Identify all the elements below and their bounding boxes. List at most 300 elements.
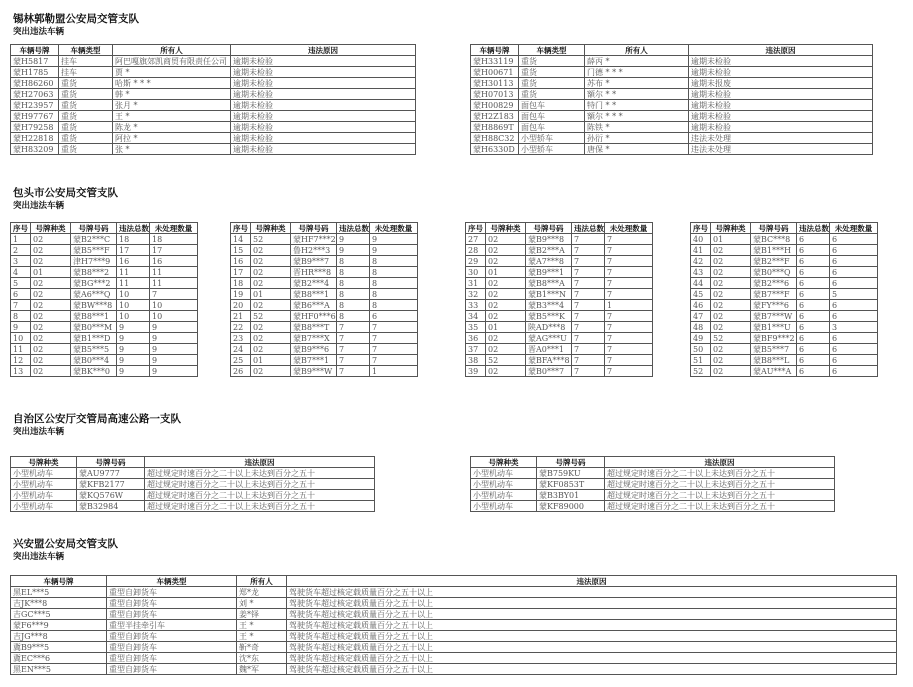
- section-subtitle: 突出违法车辆: [13, 27, 65, 37]
- table-cell: 超过规定时速百分之二十以上未达到百分之五十: [145, 490, 375, 501]
- table-cell: 蒙B2***F: [751, 256, 797, 267]
- table-cell: 11: [117, 267, 150, 278]
- table-row: [231, 289, 418, 300]
- table-cell: 逾期未检验: [231, 56, 416, 67]
- table-cell: 6: [830, 355, 878, 366]
- table-cell: 6: [830, 311, 878, 322]
- table-header-row: [471, 45, 873, 56]
- column-header: 序号: [691, 223, 711, 234]
- table-cell: 蒙B8***L: [751, 355, 797, 366]
- table-cell: 驾驶货车超过核定载质量百分之五十以上: [287, 609, 897, 620]
- highway-violations-table-left: [10, 456, 375, 512]
- table-cell: 逾期未检验: [231, 122, 416, 133]
- table-cell: 蒙B7***1: [291, 355, 337, 366]
- section-title: 锡林郭勒盟公安局交管支队: [13, 13, 139, 25]
- table-header-row: [691, 223, 878, 234]
- table-cell: 51: [691, 355, 711, 366]
- table-cell: 重型自卸货车: [107, 598, 237, 609]
- table-cell: 02: [31, 289, 71, 300]
- table-cell: 8: [337, 267, 370, 278]
- table-cell: 蒙B7***W: [751, 311, 797, 322]
- table-cell: 31: [466, 278, 486, 289]
- table-cell: 32: [466, 289, 486, 300]
- table-cell: 7: [605, 366, 653, 377]
- table-cell: 蒙FY***6: [751, 300, 797, 311]
- table-row: [231, 355, 418, 366]
- table-cell: 蒙H83209: [11, 144, 59, 155]
- table-header-row: [11, 576, 897, 587]
- table-cell: 重货: [59, 100, 113, 111]
- table-cell: 小型机动车: [471, 490, 537, 501]
- table-cell: 9: [11, 322, 31, 333]
- table-cell: 王 *: [237, 631, 287, 642]
- table-cell: 6: [797, 289, 830, 300]
- table-cell: 6: [797, 322, 830, 333]
- table-row: [466, 267, 653, 278]
- table-cell: 逾期未检验: [231, 78, 416, 89]
- table-cell: 02: [251, 344, 291, 355]
- table-cell: 02: [486, 300, 526, 311]
- table-cell: 13: [11, 366, 31, 377]
- table-row: [471, 111, 873, 122]
- column-header: 违法总数: [572, 223, 605, 234]
- table-cell: 02: [711, 267, 751, 278]
- table-cell: 50: [691, 344, 711, 355]
- table-cell: 陕AD***8: [526, 322, 572, 333]
- table-cell: 蒙H86260: [11, 78, 59, 89]
- table-cell: 蒙B9***W: [291, 366, 337, 377]
- table-cell: 2: [11, 245, 31, 256]
- table-cell: 蒙B5***7: [751, 344, 797, 355]
- table-cell: 7: [370, 322, 418, 333]
- table-cell: 蒙B2***4: [291, 278, 337, 289]
- table-cell: 逾期未检验: [689, 122, 873, 133]
- table-row: [466, 355, 653, 366]
- table-cell: 重型自卸货车: [107, 642, 237, 653]
- table-cell: 9: [117, 344, 150, 355]
- table-cell: 9: [150, 322, 198, 333]
- table-row: [466, 311, 653, 322]
- table-cell: 01: [31, 267, 71, 278]
- column-header: 号牌种类: [251, 223, 291, 234]
- table-cell: 重型自卸货车: [107, 587, 237, 598]
- table-cell: 15: [231, 245, 251, 256]
- table-cell: 7: [572, 322, 605, 333]
- table-cell: 面包车: [519, 111, 585, 122]
- table-cell: 蒙B0***M: [71, 322, 117, 333]
- table-cell: 王 *: [113, 111, 231, 122]
- table-cell: 蒙H5817: [11, 56, 59, 67]
- table-row: [11, 100, 416, 111]
- table-cell: 韩 *: [113, 89, 231, 100]
- table-cell: 9: [117, 333, 150, 344]
- table-cell: 蒙B5***F: [71, 245, 117, 256]
- table-cell: 01: [251, 355, 291, 366]
- table-cell: 蒙B9***1: [526, 267, 572, 278]
- table-row: [11, 311, 198, 322]
- column-header: 号牌种类: [471, 457, 537, 468]
- section-header-xinganmeng: [13, 538, 118, 562]
- table-row: [471, 479, 835, 490]
- table-row: [231, 267, 418, 278]
- table-cell: 超过规定时速百分之二十以上未达到百分之五十: [145, 468, 375, 479]
- table-cell: 6: [830, 256, 878, 267]
- table-cell: 02: [711, 289, 751, 300]
- table-row: [466, 234, 653, 245]
- table-cell: 18: [150, 234, 198, 245]
- table-cell: 5: [11, 278, 31, 289]
- table-cell: 蒙HF0***6: [291, 311, 337, 322]
- table-row: [11, 144, 416, 155]
- table-cell: 9: [150, 333, 198, 344]
- table-cell: 6: [830, 300, 878, 311]
- table-cell: 6: [830, 234, 878, 245]
- table-row: [691, 278, 878, 289]
- table-cell: 02: [486, 256, 526, 267]
- table-row: [471, 133, 873, 144]
- table-cell: 7: [572, 245, 605, 256]
- column-header: 未处理数量: [830, 223, 878, 234]
- table-cell: 蒙H23957: [11, 100, 59, 111]
- table-cell: 1: [605, 300, 653, 311]
- table-cell: 8: [370, 300, 418, 311]
- table-cell: 21: [231, 311, 251, 322]
- table-cell: 02: [711, 245, 751, 256]
- table-cell: 26: [231, 366, 251, 377]
- table-cell: 6: [797, 344, 830, 355]
- table-cell: 蒙B2***6: [751, 278, 797, 289]
- table-row: [11, 479, 375, 490]
- table-cell: 蒙KF0853T: [537, 479, 605, 490]
- table-row: [691, 234, 878, 245]
- table-cell: 逾期未检验: [231, 100, 416, 111]
- table-cell: 7: [337, 366, 370, 377]
- table-cell: 10: [11, 333, 31, 344]
- table-cell: 46: [691, 300, 711, 311]
- table-cell: 02: [251, 245, 291, 256]
- table-row: [691, 256, 878, 267]
- table-cell: 22: [231, 322, 251, 333]
- table-cell: 7: [572, 289, 605, 300]
- table-cell: 蒙BFA***8: [526, 355, 572, 366]
- table-cell: 7: [572, 267, 605, 278]
- table-cell: 蒙B1***H: [751, 245, 797, 256]
- table-cell: 5: [830, 289, 878, 300]
- baotou-violations-table-3: [465, 222, 653, 377]
- table-cell: 7: [337, 355, 370, 366]
- table-row: [11, 122, 416, 133]
- table-row: [691, 245, 878, 256]
- table-cell: 面包车: [519, 100, 585, 111]
- table-cell: 张 *: [113, 144, 231, 155]
- table-cell: 16: [117, 256, 150, 267]
- table-cell: 02: [31, 311, 71, 322]
- table-cell: 02: [251, 300, 291, 311]
- table-cell: 重货: [59, 122, 113, 133]
- table-header-row: [466, 223, 653, 234]
- table-cell: 7: [572, 311, 605, 322]
- table-cell: 郑*龙: [237, 587, 287, 598]
- table-cell: 逾期未检验: [689, 67, 873, 78]
- table-row: [466, 333, 653, 344]
- table-cell: 7: [605, 344, 653, 355]
- table-cell: 门德 * * *: [585, 67, 689, 78]
- table-cell: 6: [830, 245, 878, 256]
- table-cell: 7: [605, 322, 653, 333]
- table-cell: 蒙B0***Q: [751, 267, 797, 278]
- table-cell: 6: [797, 300, 830, 311]
- table-cell: 驾驶货车超过核定载质量百分之五十以上: [287, 598, 897, 609]
- table-cell: 蒙H07013: [471, 89, 519, 100]
- table-cell: 38: [466, 355, 486, 366]
- table-cell: 02: [486, 333, 526, 344]
- table-cell: 7: [337, 322, 370, 333]
- table-row: [11, 322, 198, 333]
- table-cell: 02: [711, 322, 751, 333]
- section-subtitle: 突出违法车辆: [13, 427, 65, 437]
- table-cell: 蒙B7***X: [291, 333, 337, 344]
- table-cell: 重货: [519, 78, 585, 89]
- column-header: 车辆号牌: [471, 45, 519, 56]
- table-cell: 驾驶货车超过核定载质量百分之五十以上: [287, 620, 897, 631]
- column-header: 未处理数量: [370, 223, 418, 234]
- table-cell: 鲁H2***3: [291, 245, 337, 256]
- table-cell: 29: [466, 256, 486, 267]
- table-cell: 24: [231, 344, 251, 355]
- table-cell: 逾期未检验: [231, 89, 416, 100]
- table-cell: 23: [231, 333, 251, 344]
- table-cell: 7: [370, 344, 418, 355]
- table-cell: 6: [830, 267, 878, 278]
- table-row: [691, 333, 878, 344]
- table-cell: 02: [31, 344, 71, 355]
- table-cell: 蒙F6***9: [11, 620, 107, 631]
- table-cell: 逾期未检验: [231, 144, 416, 155]
- table-cell: 挂车: [59, 56, 113, 67]
- table-cell: 6: [797, 333, 830, 344]
- column-header: 车辆类型: [59, 45, 113, 56]
- table-cell: 小型轿车: [519, 144, 585, 155]
- section-header-baotou: [13, 187, 118, 211]
- table-cell: 02: [31, 300, 71, 311]
- table-cell: 02: [486, 245, 526, 256]
- table-cell: 小型机动车: [471, 501, 537, 512]
- table-row: [471, 122, 873, 133]
- table-cell: 7: [605, 256, 653, 267]
- table-cell: 蒙B2***A: [526, 245, 572, 256]
- table-cell: 面包车: [519, 122, 585, 133]
- column-header: 违法原因: [231, 45, 416, 56]
- table-cell: 3: [11, 256, 31, 267]
- table-row: [11, 631, 897, 642]
- table-cell: 11: [117, 278, 150, 289]
- table-cell: 重货: [519, 56, 585, 67]
- section-header-xilinguole: [13, 13, 139, 37]
- table-cell: 冀B9***5: [11, 642, 107, 653]
- table-header-row: [11, 223, 198, 234]
- table-row: [231, 311, 418, 322]
- table-cell: 33: [466, 300, 486, 311]
- table-row: [466, 344, 653, 355]
- table-cell: 重货: [519, 89, 585, 100]
- table-cell: 黑EN***5: [11, 664, 107, 675]
- baotou-violations-table-2: [230, 222, 418, 377]
- table-cell: 蒙B3BY01: [537, 490, 605, 501]
- table-cell: 冀EC***6: [11, 653, 107, 664]
- table-cell: 哈斯 * * *: [113, 78, 231, 89]
- table-cell: 01: [711, 234, 751, 245]
- table-cell: 41: [691, 245, 711, 256]
- column-header: 违法原因: [287, 576, 897, 587]
- table-row: [11, 490, 375, 501]
- table-row: [231, 278, 418, 289]
- table-cell: 驾驶货车超过核定载质量百分之五十以上: [287, 653, 897, 664]
- table-cell: 重货: [59, 133, 113, 144]
- table-cell: 小型机动车: [471, 479, 537, 490]
- column-header: 违法原因: [605, 457, 835, 468]
- table-cell: 8: [370, 267, 418, 278]
- table-cell: 吉JK***8: [11, 598, 107, 609]
- table-cell: 重货: [59, 78, 113, 89]
- table-cell: 蒙H2Z183: [471, 111, 519, 122]
- table-row: [11, 67, 416, 78]
- column-header: 车辆号牌: [11, 576, 107, 587]
- table-cell: 小型机动车: [11, 479, 77, 490]
- table-cell: 7: [11, 300, 31, 311]
- table-cell: 52: [251, 234, 291, 245]
- table-cell: 7: [572, 256, 605, 267]
- table-cell: 02: [711, 300, 751, 311]
- table-row: [11, 366, 198, 377]
- table-cell: 02: [711, 355, 751, 366]
- column-header: 号牌号码: [537, 457, 605, 468]
- table-cell: 7: [572, 344, 605, 355]
- table-cell: 蒙B1***D: [71, 333, 117, 344]
- table-cell: 超过规定时速百分之二十以上未达到百分之五十: [605, 490, 835, 501]
- table-cell: 蒙HF7***2: [291, 234, 337, 245]
- table-row: [11, 642, 897, 653]
- table-cell: 驾驶货车超过核定载质量百分之五十以上: [287, 642, 897, 653]
- table-row: [11, 289, 198, 300]
- section-subtitle: 突出违法车辆: [13, 201, 65, 211]
- table-row: [11, 620, 897, 631]
- table-cell: 蒙B2***C: [71, 234, 117, 245]
- table-cell: 35: [466, 322, 486, 333]
- table-row: [11, 587, 897, 598]
- table-cell: 特门 * *: [585, 100, 689, 111]
- table-cell: 蒙A7***8: [526, 256, 572, 267]
- table-cell: 重货: [519, 67, 585, 78]
- table-cell: 18: [117, 234, 150, 245]
- table-cell: 蒙B0***4: [71, 355, 117, 366]
- table-cell: 8: [337, 256, 370, 267]
- table-row: [471, 67, 873, 78]
- table-cell: 蒙B5***5: [71, 344, 117, 355]
- table-cell: 黑EL***5: [11, 587, 107, 598]
- table-cell: 37: [466, 344, 486, 355]
- table-cell: 02: [486, 289, 526, 300]
- table-cell: 02: [251, 322, 291, 333]
- table-cell: 9: [370, 234, 418, 245]
- table-cell: 蒙H22818: [11, 133, 59, 144]
- table-cell: 02: [31, 278, 71, 289]
- table-cell: 重货: [59, 111, 113, 122]
- table-cell: 02: [31, 256, 71, 267]
- table-cell: 陈龙 *: [113, 122, 231, 133]
- table-cell: 9: [117, 322, 150, 333]
- table-row: [231, 322, 418, 333]
- table-row: [11, 300, 198, 311]
- table-cell: 蒙H00671: [471, 67, 519, 78]
- table-cell: 7: [605, 311, 653, 322]
- table-cell: 02: [31, 333, 71, 344]
- table-cell: 吉JG***8: [11, 631, 107, 642]
- table-cell: 蒙BK***0: [71, 366, 117, 377]
- table-cell: 蒙B9***6: [291, 344, 337, 355]
- table-cell: 蒙B6***A: [291, 300, 337, 311]
- table-cell: 02: [31, 245, 71, 256]
- table-cell: 48: [691, 322, 711, 333]
- table-cell: 6: [830, 278, 878, 289]
- table-cell: 7: [572, 355, 605, 366]
- table-cell: 重货: [59, 144, 113, 155]
- table-cell: 10: [117, 311, 150, 322]
- table-cell: 逾期未检验: [231, 111, 416, 122]
- column-header: 车辆类型: [107, 576, 237, 587]
- column-header: 违法原因: [689, 45, 873, 56]
- table-cell: 9: [150, 366, 198, 377]
- table-cell: 52: [691, 366, 711, 377]
- table-cell: 6: [797, 278, 830, 289]
- table-cell: 45: [691, 289, 711, 300]
- table-header-row: [11, 45, 416, 56]
- table-row: [691, 289, 878, 300]
- table-cell: 7: [572, 278, 605, 289]
- table-cell: 02: [251, 256, 291, 267]
- table-cell: 超过规定时速百分之二十以上未达到百分之五十: [605, 479, 835, 490]
- table-cell: 刘 *: [237, 598, 287, 609]
- xinganmeng-violations-table: [10, 575, 897, 675]
- baotou-violations-table-1: [10, 222, 198, 377]
- table-cell: 蒙BW***8: [71, 300, 117, 311]
- table-cell: 9: [117, 366, 150, 377]
- baotou-violations-table-4: [690, 222, 878, 377]
- table-cell: 36: [466, 333, 486, 344]
- table-cell: 驾驶货车超过核定载质量百分之五十以上: [287, 664, 897, 675]
- table-cell: 02: [711, 311, 751, 322]
- table-cell: 蒙AU9777: [77, 468, 145, 479]
- table-cell: 蒙B3***4: [526, 300, 572, 311]
- table-row: [11, 234, 198, 245]
- table-cell: 02: [31, 366, 71, 377]
- column-header: 号牌种类: [486, 223, 526, 234]
- table-cell: 27: [466, 234, 486, 245]
- table-row: [11, 267, 198, 278]
- table-cell: 蒙B9***7: [291, 256, 337, 267]
- table-cell: 蒙KQ576W: [77, 490, 145, 501]
- table-cell: 12: [11, 355, 31, 366]
- table-cell: 7: [572, 333, 605, 344]
- table-cell: 驾驶货车超过核定载质量百分之五十以上: [287, 587, 897, 598]
- table-row: [466, 366, 653, 377]
- table-cell: 52: [251, 311, 291, 322]
- table-cell: 額尔 * * *: [585, 111, 689, 122]
- table-cell: 02: [486, 278, 526, 289]
- section-title: 兴安盟公安局交管支队: [13, 538, 118, 550]
- table-cell: 贾 *: [113, 67, 231, 78]
- table-cell: 挂车: [59, 67, 113, 78]
- table-cell: 逾期未检验: [231, 67, 416, 78]
